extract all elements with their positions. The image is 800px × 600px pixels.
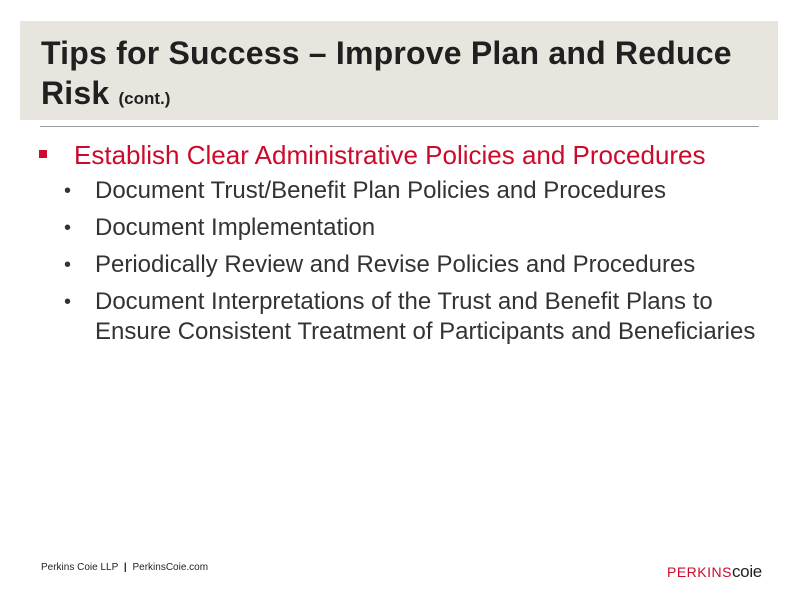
heading-bullet	[36, 139, 776, 172]
list-item	[36, 176, 776, 206]
list-item-text: Document Interpretations of the Trust and Benefit Plans to Ensure Consistent Treatment of Participants and Beneficiaries	[95, 288, 756, 345]
list-item	[36, 250, 776, 280]
title-suffix: (cont.)	[118, 89, 171, 108]
list-item-text: Periodically Review and Revise Policies and Procedures	[95, 251, 696, 278]
square-bullet-icon	[39, 150, 47, 158]
slide-body	[36, 139, 776, 354]
footer	[41, 562, 208, 573]
list-item-text: Document Trust/Benefit Plan Policies and Procedures	[95, 177, 666, 204]
heading-bullet-text: Establish Clear Administrative Policies and Procedures	[74, 140, 706, 170]
logo-part-coie: coie	[731, 562, 762, 581]
dot-bullet-icon: •	[64, 254, 72, 276]
dot-bullet-icon: •	[64, 291, 72, 313]
footer-separator: |	[123, 562, 127, 573]
footer-site-link[interactable]: PerkinsCoie.com	[132, 562, 209, 573]
list-item-text: Document Implementation	[95, 214, 376, 241]
sub-bullet-list	[36, 176, 776, 347]
dot-bullet-icon: •	[64, 217, 72, 239]
title-divider	[40, 126, 759, 127]
title-main: Tips for Success – Improve Plan and Reduce Risk	[41, 35, 732, 111]
slide-title	[41, 33, 761, 119]
dot-bullet-icon: •	[64, 180, 72, 202]
perkins-coie-logo	[667, 562, 762, 582]
list-item	[36, 213, 776, 243]
footer-firm: Perkins Coie LLP	[41, 562, 119, 573]
list-item	[36, 287, 776, 347]
logo-part-perkins: PERKINS	[667, 564, 732, 580]
